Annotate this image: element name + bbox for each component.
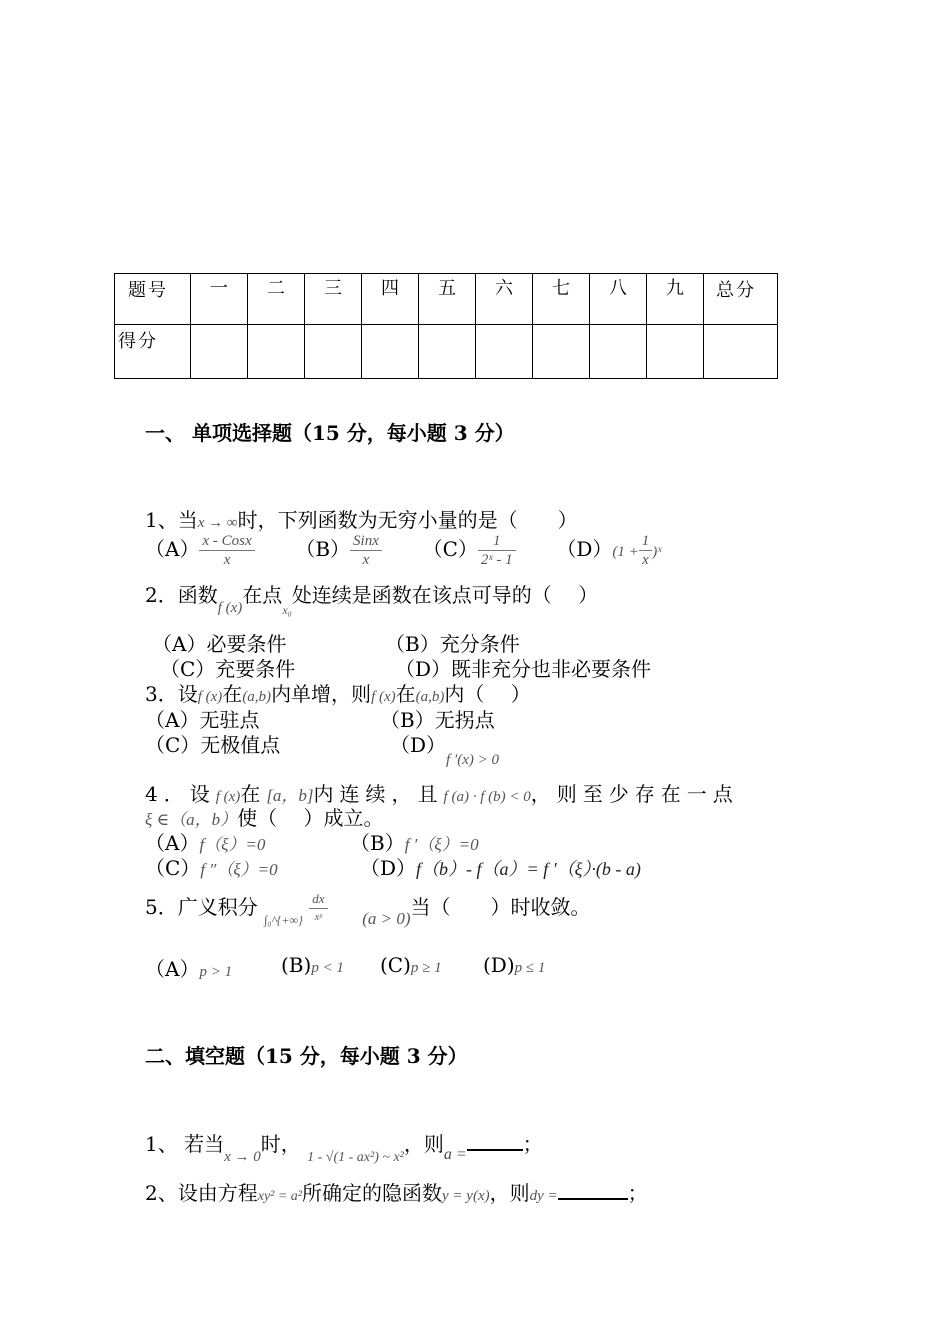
section2-title: 二、填空题（15 分，每小题 3 分） — [145, 1044, 468, 1068]
score-header-cell: 九 — [647, 274, 704, 325]
score-cell[interactable] — [248, 325, 305, 379]
section1-title: 一、 单项选择题（15 分，每小题 3 分） — [145, 421, 515, 445]
score-header-cell: 七 — [533, 274, 590, 325]
s1-q4-stem-line2: ξ ∈（a，b）使（ ）成立。 — [145, 806, 384, 830]
score-table-header-row — [115, 274, 778, 325]
score-cell[interactable] — [590, 325, 647, 379]
score-cell[interactable] — [419, 325, 476, 379]
score-header-cell: 三 — [305, 274, 362, 325]
s1-q1-stem: 1、当x → ∞时，下列函数为无穷小量的是（ ） — [145, 508, 578, 532]
s1-q1-opt-a[interactable]: （A） $\frac{\text{x - Cosx}}{x}$ — [145, 537, 255, 561]
s1-q3-opt-d[interactable]: $(D)_{f '(x) > 0}$ — [390, 733, 500, 768]
s2-q1: 1、 若当$_{x \to 0}$时， $_{1 - √(1 - ax^2) \sim x^2}$，则$_{a =}$ ； — [145, 1132, 543, 1165]
s1-q5-stem: 5．广义积分 $_{\int_0\^{}\{+\infty\}}$ $\frac{dx}{\text{xᵖ}}$ $_{(a > 0)}$当（ ）时收敛。 — [145, 891, 591, 928]
score-cell[interactable] — [533, 325, 590, 379]
s1-q5-opt-a[interactable]: （A）p > 1 — [145, 957, 233, 981]
s1-q5-opt-b[interactable]: (B)p < 1 — [281, 953, 344, 977]
score-cell[interactable] — [305, 325, 362, 379]
score-header-cell: 五 — [419, 274, 476, 325]
score-cell[interactable] — [362, 325, 419, 379]
score-cell[interactable] — [476, 325, 533, 379]
s1-q2-opt-b[interactable]: （B）充分条件 — [385, 632, 520, 656]
s1-q4-stem-line1: 4．设f (x)在[a，b]内连续，且f (a) · f (b) < 0，则至少存在一点 — [145, 782, 739, 806]
s1-q3-opt-c[interactable]: （C）无极值点 — [145, 733, 281, 757]
s1-q1-opt-c[interactable]: （C） $\frac{1}{\text{2ˣ - 1}}$ — [423, 537, 516, 561]
s1-q4-opt-d[interactable]: （D）f（b）- f（a）= f ′（ξ）·(b - a) — [360, 856, 641, 880]
score-table — [114, 273, 778, 379]
s1-q4-opt-a[interactable]: （A）f（ξ）=0 — [145, 831, 266, 855]
s1-q1-opt-d[interactable]: （D）(1 + $\frac{1}{x}$ )ˣ — [556, 533, 662, 568]
s2-q2: 2、设由方程xy² = a²所确定的隐函数y = y(x)，则dy = ； — [145, 1181, 648, 1205]
score-table-score-row — [115, 325, 778, 379]
score-header-cell: 题号 — [115, 274, 191, 325]
score-header-cell: 一 — [191, 274, 248, 325]
score-header-cell: 二 — [248, 274, 305, 325]
score-header-cell: 六 — [476, 274, 533, 325]
score-row-label: 得分 — [115, 325, 191, 379]
s1-q3-stem: 3．设f (x)在(a,b)内单增，则f (x)在(a,b)内（ ） — [145, 682, 531, 706]
score-cell[interactable] — [647, 325, 704, 379]
score-header-cell: 八 — [590, 274, 647, 325]
s1-q1-options — [145, 532, 662, 569]
s1-q2-stem: 2．函数$_{f (x)}$在点$_{x_0}$处连续是函数在该点可导的（ ） — [145, 583, 599, 617]
s2-q2-answer-blank[interactable] — [558, 1198, 628, 1200]
s1-q5-opt-c[interactable]: (C)p ≥ 1 — [380, 953, 442, 977]
score-cell[interactable] — [704, 325, 778, 379]
s1-q2-opt-a[interactable]: （A）必要条件 — [152, 632, 287, 656]
s2-q1-answer-blank[interactable] — [467, 1149, 523, 1151]
score-header-cell: 四 — [362, 274, 419, 325]
s1-q2-opt-c[interactable]: （C）充要条件 — [160, 657, 296, 681]
s1-q2-opt-d[interactable]: （D）既非充分也非必要条件 — [395, 657, 652, 681]
score-cell[interactable] — [191, 325, 248, 379]
s1-q4-opt-c[interactable]: （C）f ″（ξ）=0 — [145, 856, 278, 880]
s1-q4-opt-b[interactable]: （B）f ′（ξ）=0 — [350, 831, 479, 855]
s1-q3-opt-a[interactable]: （A）无驻点 — [145, 708, 260, 732]
s1-q1-opt-b[interactable]: （B） $\frac{\text{Sinx}}{x}$ — [295, 537, 382, 561]
score-header-cell: 总分 — [704, 274, 778, 325]
s1-q5-opt-d[interactable]: (D)p ≤ 1 — [483, 953, 546, 977]
s1-q3-opt-b[interactable]: （B）无拐点 — [380, 708, 495, 732]
